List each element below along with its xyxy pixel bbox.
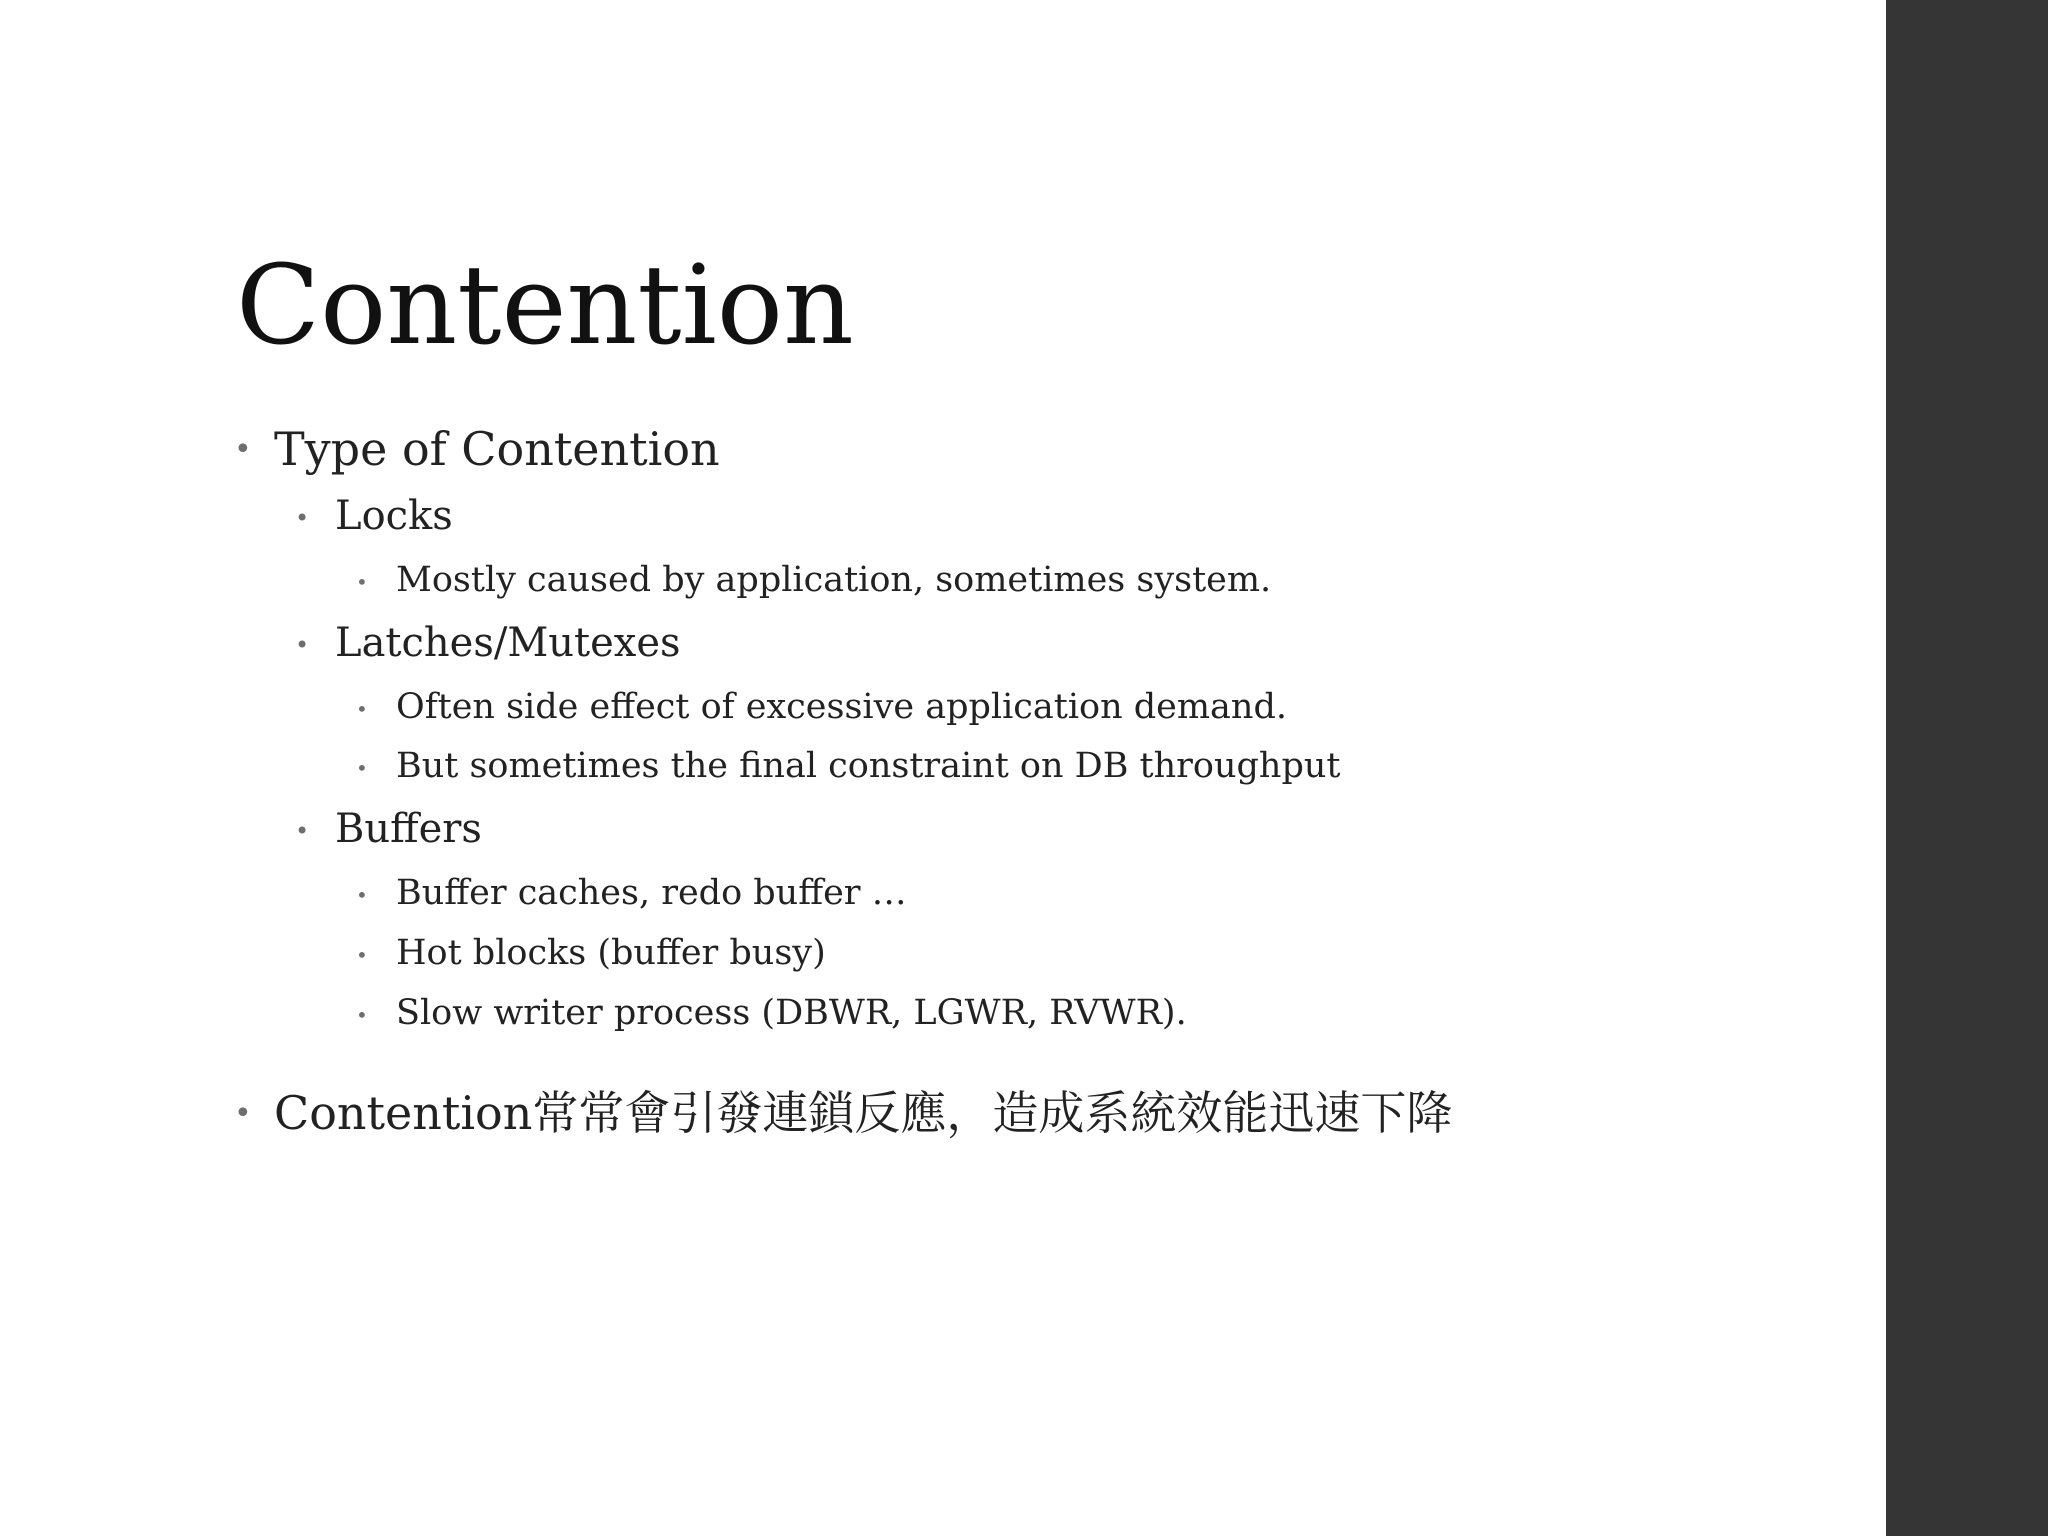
bullet-item bbox=[356, 683, 1287, 731]
bullet-text: Slow writer process (DBWR, LGWR, RVWR). bbox=[396, 993, 1187, 1033]
bullet-item bbox=[356, 742, 1341, 790]
bullet-icon: • bbox=[295, 631, 310, 659]
bullet-text: Latches/Mutexes bbox=[335, 620, 681, 666]
bullet-text: But sometimes the final constraint on DB throughput bbox=[396, 746, 1341, 786]
bullet-item bbox=[356, 556, 1272, 604]
bullet-text: Contention常常會引發連鎖反應，造成系統效能迅速下降 bbox=[274, 1086, 1453, 1140]
slide-title: Contention bbox=[236, 241, 854, 369]
bullet-icon: • bbox=[356, 570, 368, 594]
bullet-icon: • bbox=[234, 1096, 252, 1131]
bullet-text: Often side effect of excessive application demand. bbox=[396, 687, 1287, 727]
side-bar bbox=[1886, 0, 2048, 1536]
bullet-item bbox=[295, 802, 482, 856]
bullet-icon: • bbox=[356, 883, 368, 907]
bullet-item bbox=[295, 616, 681, 670]
bullet-text: Mostly caused by application, sometimes system. bbox=[396, 560, 1272, 600]
bullet-text: Type of Contention bbox=[274, 422, 720, 476]
bullet-item bbox=[234, 1083, 1453, 1143]
bullet-item bbox=[356, 869, 907, 917]
bullet-icon: • bbox=[234, 432, 252, 467]
bullet-icon: • bbox=[295, 817, 310, 845]
bullet-icon: • bbox=[295, 504, 310, 532]
bullet-text: Buffers bbox=[335, 806, 482, 852]
bullet-icon: • bbox=[356, 756, 368, 780]
bullet-item bbox=[295, 489, 453, 543]
bullet-icon: • bbox=[356, 697, 368, 721]
bullet-text: Locks bbox=[335, 493, 453, 539]
bullet-icon: • bbox=[356, 943, 368, 967]
bullet-item bbox=[356, 929, 826, 977]
bullet-text: Buffer caches, redo buffer … bbox=[396, 873, 907, 913]
bullet-item bbox=[356, 989, 1187, 1037]
bullet-icon: • bbox=[356, 1003, 368, 1027]
bullet-item bbox=[234, 419, 720, 479]
bullet-text: Hot blocks (buffer busy) bbox=[396, 933, 826, 973]
